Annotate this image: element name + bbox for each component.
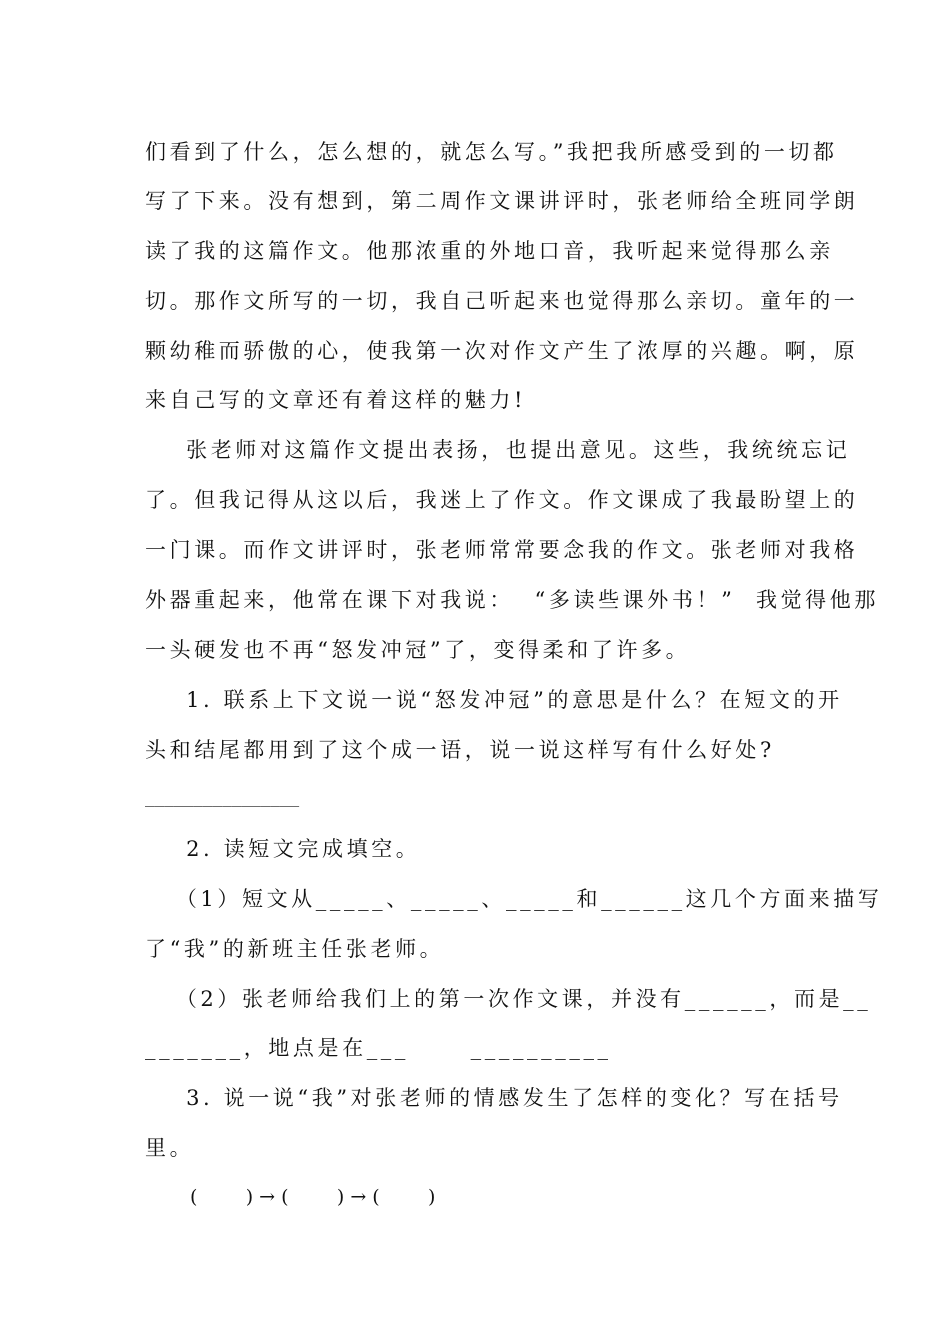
passage-line: 一头硬发也不再“怒发冲冠”了，变得柔和了许多。 — [145, 638, 691, 662]
question-2-title: 2. 读短文完成填空。 — [145, 837, 421, 861]
question-2-part-2: （2）张老师给我们上的第一次作文课，并没有______，而是__ — [145, 987, 872, 1011]
passage-line: 切。那作文所写的一切，我自己听起来也觉得那么亲切。童年的一 — [145, 289, 859, 313]
question-2-part-2: _______，地点是在___ __________ — [145, 1036, 612, 1060]
passage-line: 来自己写的文章还有着这样的魅力! — [145, 388, 527, 412]
answer-blank[interactable]: ________________ — [145, 788, 300, 807]
question-1-text: 1. 联系上下文说一说“怒发冲冠”的意思是什么？在短文的开 — [145, 688, 843, 712]
passage-line: 了。但我记得从这以后，我迷上了作文。作文课成了我最盼望上的 — [145, 488, 859, 512]
question-3-text: 里。 — [145, 1136, 195, 1160]
passage-line: 张老师对这篇作文提出表扬，也提出意见。这些，我统统忘记 — [145, 438, 851, 462]
passage-line: 外器重起来，他常在课下对我说： “多读些课外书！” 我觉得他那 — [145, 588, 879, 612]
passage-line: 一门课。而作文讲评时，张老师常常要念我的作文。张老师对我格 — [145, 538, 859, 562]
question-2-part-1: 了“我”的新班主任张老师。 — [145, 937, 445, 961]
passage-line: 们看到了什么，怎么想的，就怎么写。”我把我所感受到的一切都 — [145, 140, 838, 164]
emotion-change-answer-row[interactable]: ( ) → ( ) → ( ) — [190, 1186, 436, 1208]
question-3-text: 3. 说一说“我”对张老师的情感发生了怎样的变化？写在括号 — [145, 1086, 843, 1110]
passage-line: 读了我的这篇作文。他那浓重的外地口音，我听起来觉得那么亲 — [145, 239, 834, 263]
question-2-part-1: （1）短文从_____、_____、_____和______这几个方面来描写 — [145, 887, 883, 911]
passage-line: 写了下来。没有想到，第二周作文课讲评时，张老师给全班同学朗 — [145, 189, 859, 213]
question-1-text: 头和结尾都用到了这个成一语，说一说这样写有什么好处? — [145, 738, 775, 762]
passage-line: 颗幼稚而骄傲的心，使我第一次对作文产生了浓厚的兴趣。啊，原 — [145, 339, 859, 363]
